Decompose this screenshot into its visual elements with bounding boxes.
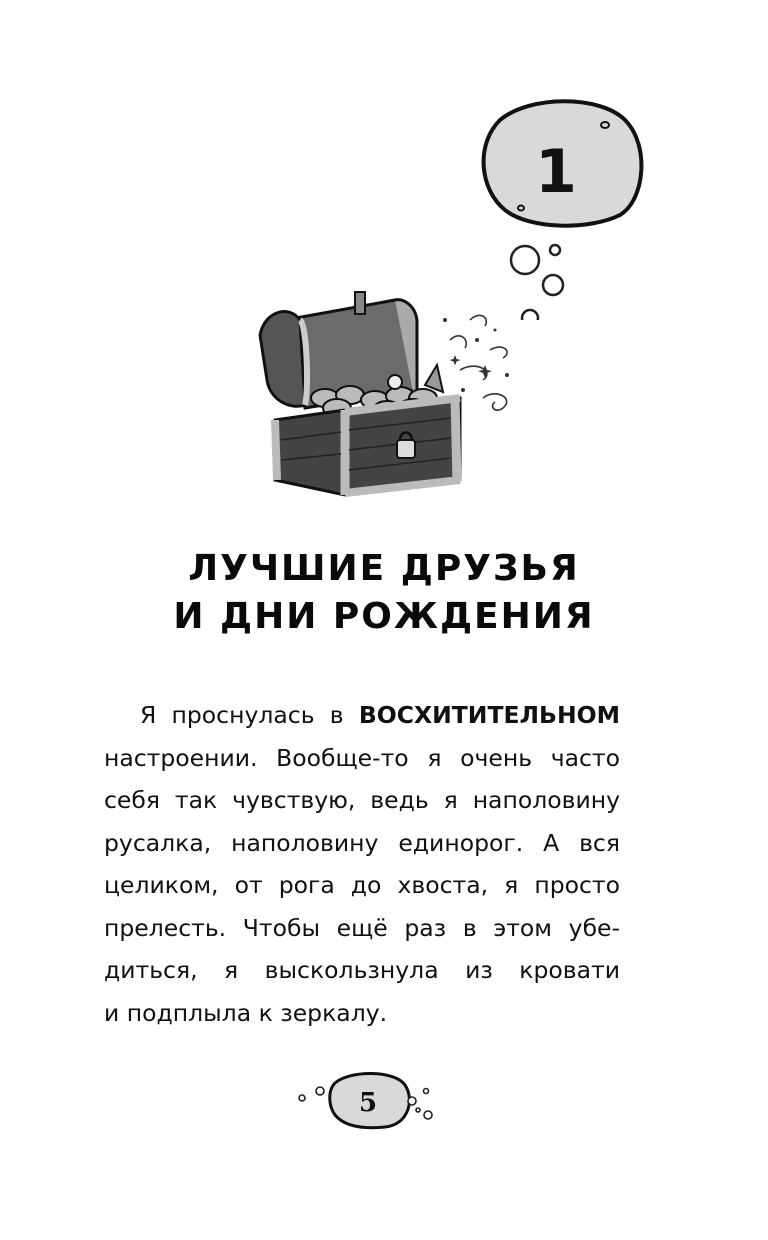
body-line: прелесть. Чтобы ещё раз в этом убе- — [104, 913, 620, 942]
body-line: и подплыла к зеркалу. — [104, 998, 388, 1027]
body-line: Я проснулась в ВОСХИТИТЕЛЬНОМ — [140, 701, 620, 729]
treasure-chest-icon — [260, 292, 509, 495]
body-line: диться, я выскользнула из кровати — [104, 956, 620, 984]
body-paragraph — [104, 694, 620, 1034]
page-number-badge — [290, 1065, 450, 1135]
page-number: 5 — [358, 1088, 378, 1118]
body-line: себя так чувствую, ведь я наполовину — [104, 786, 620, 814]
treasure-chest-illustration — [245, 280, 535, 510]
chapter-number: 1 — [535, 137, 577, 207]
body-line: русалка, наполовину единорог. А вся — [104, 828, 620, 857]
body-line: целиком, от рога до хвоста, я просто — [104, 871, 620, 899]
emphasized-word: ВОСХИТИТЕЛЬНОМ — [358, 701, 620, 729]
body-line: настроении. Вообще-то я очень часто — [104, 743, 620, 772]
chapter-title-line-2: И ДНИ РОЖДЕНИЯ — [173, 596, 595, 637]
chapter-title-line-1: ЛУЧШИЕ ДРУЗЬЯ — [188, 548, 580, 589]
